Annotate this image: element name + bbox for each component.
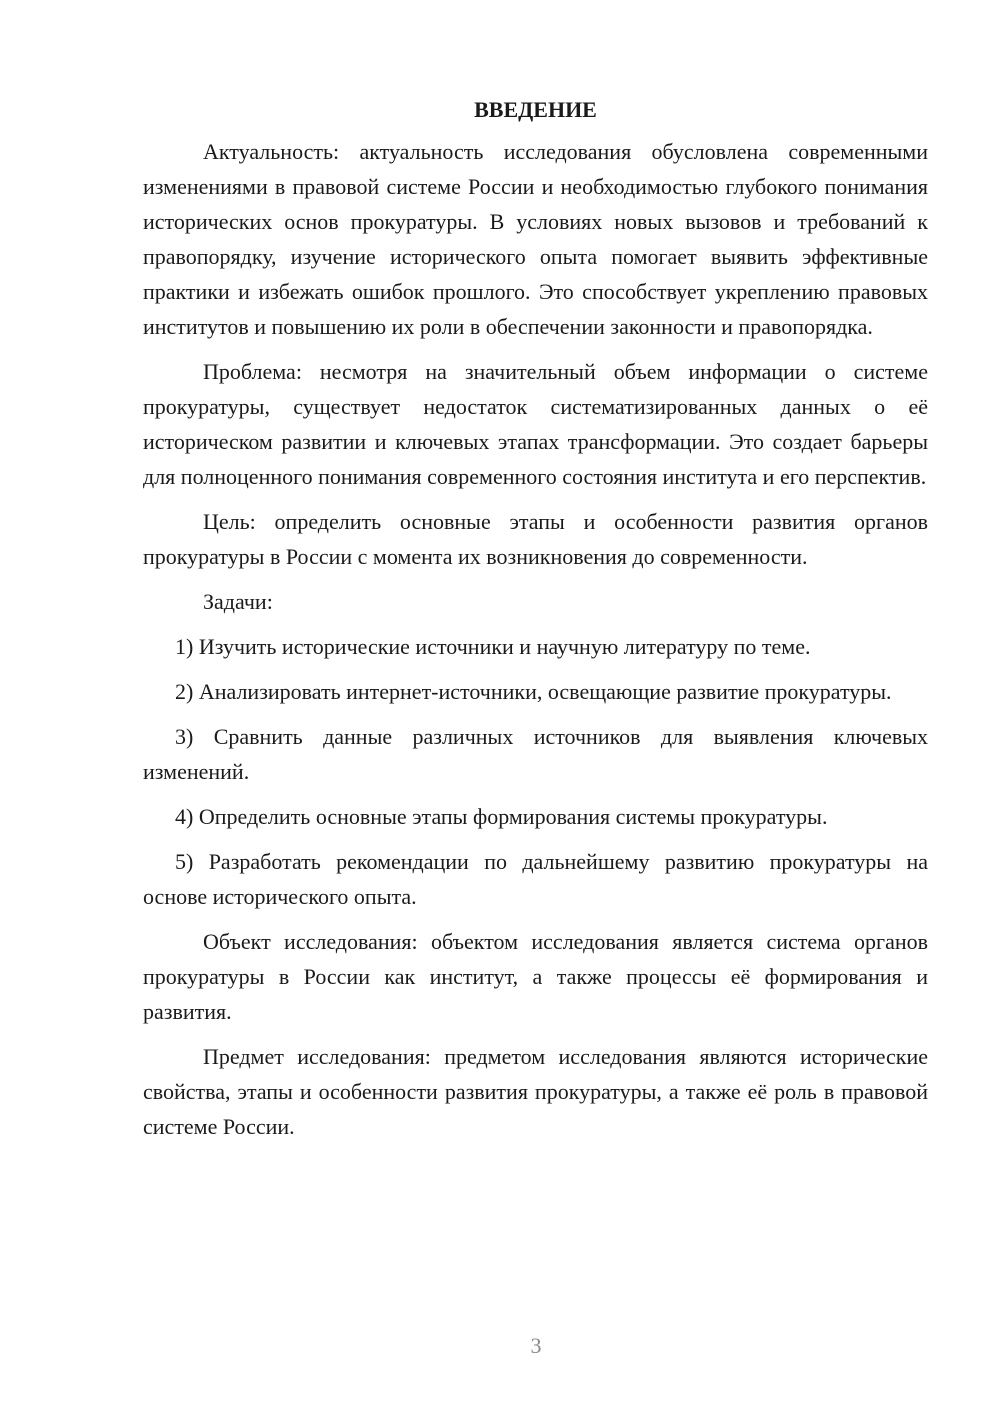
goal-paragraph: Цель: определить основные этапы и особенности развития органов прокуратуры в России с момента их возникновения до современности. bbox=[143, 509, 928, 569]
page-number: 3 bbox=[530, 1333, 542, 1358]
subject-paragraph: Предмет исследования: предметом исследования являются исторические свойства, этапы и особенности развития прокуратуры, а также её роль в правовой системе России. bbox=[143, 1044, 928, 1139]
task-item: 3) Сравнить данные различных источников для выявления ключевых изменений. bbox=[143, 724, 928, 784]
section-heading: ВВЕДЕНИЕ bbox=[474, 97, 597, 122]
page-content bbox=[143, 92, 928, 1154]
tasks-label: Задачи: bbox=[203, 589, 273, 614]
relevance-paragraph: Актуальность: актуальность исследования обусловлена современными изменениями в правовой системе России и необходимостью глубокого понимания исторических основ прокуратуры. В условиях новых вызовов и требований к правопорядку, изучение исторического опыта помогает выявить эффективные практики и избежать ошибок прошлого. Это способствует укреплению правовых институтов и повышению их роли в обеспечении законности и правопорядка. bbox=[143, 139, 928, 339]
task-item: 1) Изучить исторические источники и научную литературу по теме. bbox=[175, 634, 811, 659]
task-item: 2) Анализировать интернет-источники, освещающие развитие прокуратуры. bbox=[175, 679, 892, 704]
task-item: 5) Разработать рекомендации по дальнейшему развитию прокуратуры на основе исторического опыта. bbox=[143, 849, 928, 909]
problem-paragraph: Проблема: несмотря на значительный объем информации о системе прокуратуры, существует недостаток систематизированных данных о её историческом развитии и ключевых этапах трансформации. Это создает барьеры для полноценного понимания современного состояния института и его перспектив. bbox=[143, 359, 928, 489]
object-paragraph: Объект исследования: объектом исследования является система органов прокуратуры в России как институт, а также процессы её формирования и развития. bbox=[143, 929, 928, 1024]
task-item: 4) Определить основные этапы формирования системы прокуратуры. bbox=[175, 804, 828, 829]
